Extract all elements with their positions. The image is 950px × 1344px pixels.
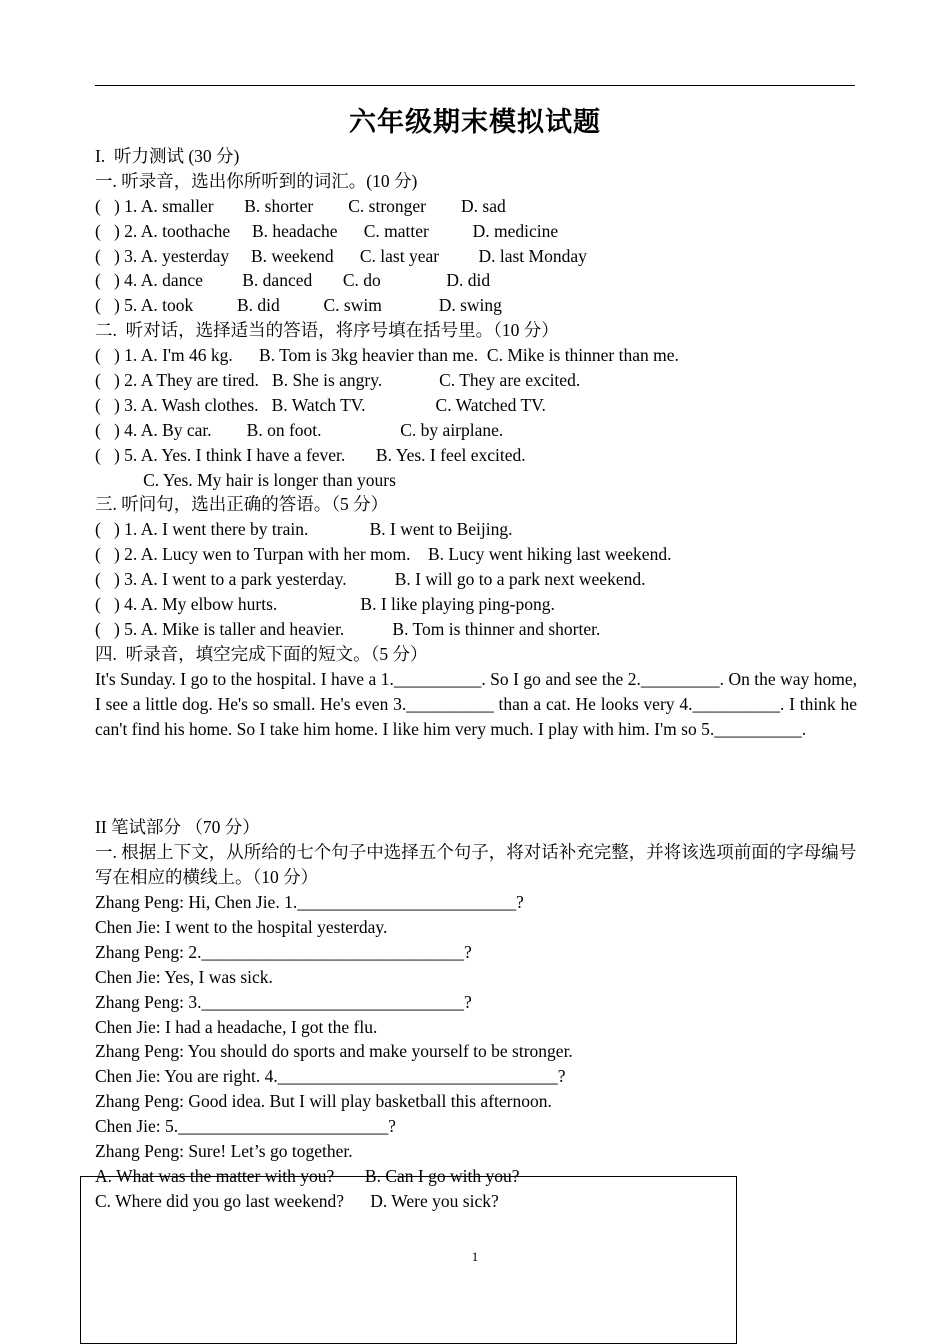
part2-heading: 二. 听对话，选择适当的答语，将序号填在括号里。（10 分） — [95, 320, 559, 341]
dialogue-line: Chen Jie: Yes, I was sick. — [95, 966, 273, 987]
page-number: 1 — [471, 1249, 479, 1264]
question-line: ( ) 4. A. By car. B. on foot. C. by airplane. — [95, 419, 504, 440]
written-instructions: 一. 根据上下文，从所给的七个句子中选择五个句子，将对话补充完整，并将该选项前面的字母编号写在相应的横线上。（10 分） — [95, 842, 857, 888]
dialogue-line: Chen Jie: I had a headache, I got the flu. — [95, 1016, 378, 1037]
dialogue-line: Zhang Peng: 3.______________________________? — [95, 991, 472, 1012]
part3-heading: 三. 听问句，选出正确的答语。（5 分） — [95, 494, 389, 515]
question-line: ( ) 5. A. Yes. I think I have a fever. B. Yes. I feel excited. — [95, 444, 526, 465]
dialogue-line: Zhang Peng: Sure! Let’s go together. — [95, 1141, 353, 1162]
question-line: ( ) 5. A. took B. did C. swim D. swing — [95, 295, 502, 316]
question-line: ( ) 4. A. dance B. danced C. do D. did — [95, 270, 491, 291]
part1-heading: 一. 听录音，选出你所听到的词汇。(10 分) — [95, 170, 418, 191]
section-heading-written: II 笔试部分 （70 分） — [95, 817, 260, 838]
dialogue-line: Zhang Peng: Hi, Chen Jie. 1._________________________? — [95, 892, 524, 913]
option-line: A. What was the matter with you? B. Can I go with you? — [95, 1165, 520, 1186]
option-line: C. Where did you go last weekend? D. Were you sick? — [95, 1190, 499, 1211]
dialogue-line: Zhang Peng: You should do sports and make yourself to be stronger. — [95, 1041, 573, 1062]
part4-heading: 四. 听录音，填空完成下面的短文。（5 分） — [95, 643, 428, 664]
header-rule — [95, 85, 855, 86]
question-line: ( ) 2. A. toothache B. headache C. matter D. medicine — [95, 220, 559, 241]
question-line: ( ) 3. A. I went to a park yesterday. B. I will go to a park next weekend. — [95, 569, 646, 590]
page-title: 六年级期末模拟试题 — [349, 107, 601, 138]
question-line: ( ) 1. A. smaller B. shorter C. stronger D. sad — [95, 195, 506, 216]
question-line: ( ) 1. A. I'm 46 kg. B. Tom is 3kg heavier than me. C. Mike is thinner than me. — [95, 345, 679, 366]
dialogue-line: Chen Jie: I went to the hospital yesterday. — [95, 917, 388, 938]
question-line: ( ) 5. A. Mike is taller and heavier. B. Tom is thinner and shorter. — [95, 618, 601, 639]
cloze-passage: It's Sunday. I go to the hospital. I have a 1.__________. So I go and see the 2._________. On the way home, I see a little dog. He's so small. He's even 3.__________ than a cat. He looks very 4.__________. I think he can't find his home. So I take him home. I like him very much. I play with him. I'm so 5.__________. — [95, 668, 857, 739]
question-line: ( ) 3. A. Wash clothes. B. Watch TV. C. Watched TV. — [95, 394, 546, 415]
dialogue-line: Chen Jie: You are right. 4.________________________________? — [95, 1066, 566, 1087]
question-line: ( ) 1. A. I went there by train. B. I went to Beijing. — [95, 519, 513, 540]
question-line: ( ) 2. A They are tired. B. She is angry. C. They are excited. — [95, 370, 581, 391]
exam-content — [95, 144, 857, 1214]
dialogue-line: Zhang Peng: Good idea. But I will play basketball this afternoon. — [95, 1091, 552, 1112]
question-line: ( ) 4. A. My elbow hurts. B. I like playing ping-pong. — [95, 594, 555, 615]
dialogue-line: Chen Jie: 5.________________________? — [95, 1116, 396, 1137]
section-heading-listening: I. 听力测试 (30 分) — [95, 146, 240, 166]
question-line: C. Yes. My hair is longer than yours — [95, 469, 396, 490]
question-line: ( ) 3. A. yesterday B. weekend C. last year D. last Monday — [95, 245, 587, 266]
question-line: ( ) 2. A. Lucy wen to Turpan with her mom. B. Lucy went hiking last weekend. — [95, 544, 672, 565]
dialogue-line: Zhang Peng: 2.______________________________? — [95, 941, 472, 962]
